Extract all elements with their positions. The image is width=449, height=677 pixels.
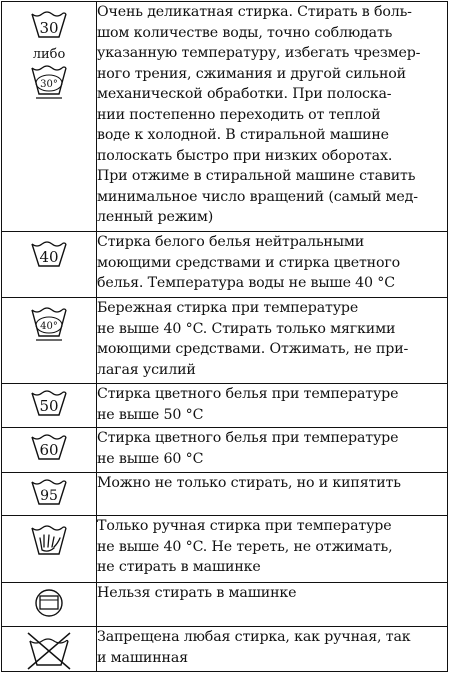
- description-line: Только ручная стирка при температуре: [97, 518, 392, 534]
- wash-95-icon: [2, 473, 96, 513]
- wash-95-label: 95: [40, 488, 58, 504]
- symbol-cell: [2, 298, 97, 384]
- description-cell: [97, 516, 448, 583]
- description-cell: [97, 2, 448, 232]
- description-line: лагая усилий: [97, 361, 196, 378]
- no-machine-wash-icon: [2, 583, 96, 623]
- description-line: Запрещена любая стирка, как ручная, так: [97, 629, 411, 645]
- description-line: ленный режим): [97, 209, 214, 225]
- description-line: ного трения, сжимания и другой сильной: [97, 65, 406, 82]
- table-row: [2, 232, 448, 298]
- description-line: не выше 60 °C: [97, 450, 204, 467]
- description-line: не стирать в машинке: [97, 559, 261, 575]
- description-line: моющими средствами. Отжимать, не при-: [97, 341, 409, 357]
- table-row: [2, 298, 448, 384]
- table-row: [2, 516, 448, 583]
- description-line: Стирка цветного белья при температуре: [97, 430, 399, 446]
- symbol-cell: [2, 583, 97, 627]
- description-cell: [97, 627, 448, 672]
- symbol-cell: [2, 428, 97, 473]
- description-line: Бережная стирка при температуре: [97, 300, 359, 316]
- hand-wash-icon: [2, 516, 96, 566]
- description-line: белья. Температура воды не выше 40 °C: [97, 275, 395, 291]
- wash-40-circle-label: 40°: [40, 321, 58, 332]
- symbol-cell: [2, 232, 97, 298]
- wash-50-label: 50: [39, 397, 59, 415]
- symbol-cell: [2, 384, 97, 428]
- table-row: [2, 428, 448, 473]
- wash-60-label: 60: [39, 441, 59, 459]
- description-cell: [97, 384, 448, 428]
- description-line: Можно не только стирать, но и кипятить: [97, 475, 401, 491]
- table-row: [2, 583, 448, 627]
- description-line: механической обработки. При полоска-: [97, 86, 392, 102]
- description-cell: [97, 583, 448, 627]
- description-line: указанную температуру, избегать чрезмер-: [97, 45, 421, 61]
- care-symbols-table: [1, 1, 448, 672]
- description-line: Стирка цветного белья при температуре: [97, 386, 399, 402]
- wash-30-label: 30: [39, 19, 59, 37]
- symbol-cell: [2, 516, 97, 583]
- description-line: полоскать быстро при низких оборотах.: [97, 147, 393, 164]
- wash-40-label: 40: [39, 248, 59, 266]
- symbol-cell: [2, 627, 97, 672]
- description-cell: [97, 428, 448, 473]
- wash-30-circle-label: 30°: [40, 79, 58, 90]
- description-line: минимальное число вращений (самый мед-: [97, 188, 418, 205]
- wash-40-circle-icon: [2, 298, 96, 348]
- description-line: При отжиме в стиральной машине ставить: [97, 168, 416, 184]
- description-line: не выше 40 °C. Не тереть, не отжимать,: [97, 538, 393, 555]
- description-line: не выше 40 °C. Стирать только мягкими: [97, 320, 396, 337]
- description-line: воде к холодной. В стиральной машине: [97, 127, 389, 143]
- table-row: [2, 2, 448, 232]
- wash-50-icon: [2, 384, 96, 424]
- description-line: Очень деликатная стирка. Стирать в боль-: [97, 4, 412, 20]
- table-row: [2, 384, 448, 428]
- description-line: моющими средствами и стирка цветного: [97, 254, 401, 271]
- wash-30-icon: [2, 2, 96, 112]
- description-line: не выше 50 °C: [97, 406, 204, 423]
- description-line: Нельзя стирать в машинке: [97, 585, 297, 601]
- table-row: [2, 473, 448, 516]
- description-cell: [97, 473, 448, 516]
- description-cell: [97, 232, 448, 298]
- description-line: и машинная: [97, 649, 188, 666]
- description-cell: [97, 298, 448, 384]
- description-line: нии постепенно переходить от теплой: [97, 106, 381, 123]
- wash-60-icon: [2, 428, 96, 468]
- symbol-cell: [2, 473, 97, 516]
- wash-40-icon: [2, 232, 96, 272]
- symbol-cell: [2, 2, 97, 232]
- description-line: шом количестве воды, точно соблюдать: [97, 24, 393, 41]
- do-not-wash-icon: [2, 627, 96, 671]
- description-line: Стирка белого белья нейтральными: [97, 234, 365, 250]
- table-row: [2, 627, 448, 672]
- either-label: либо: [32, 47, 66, 62]
